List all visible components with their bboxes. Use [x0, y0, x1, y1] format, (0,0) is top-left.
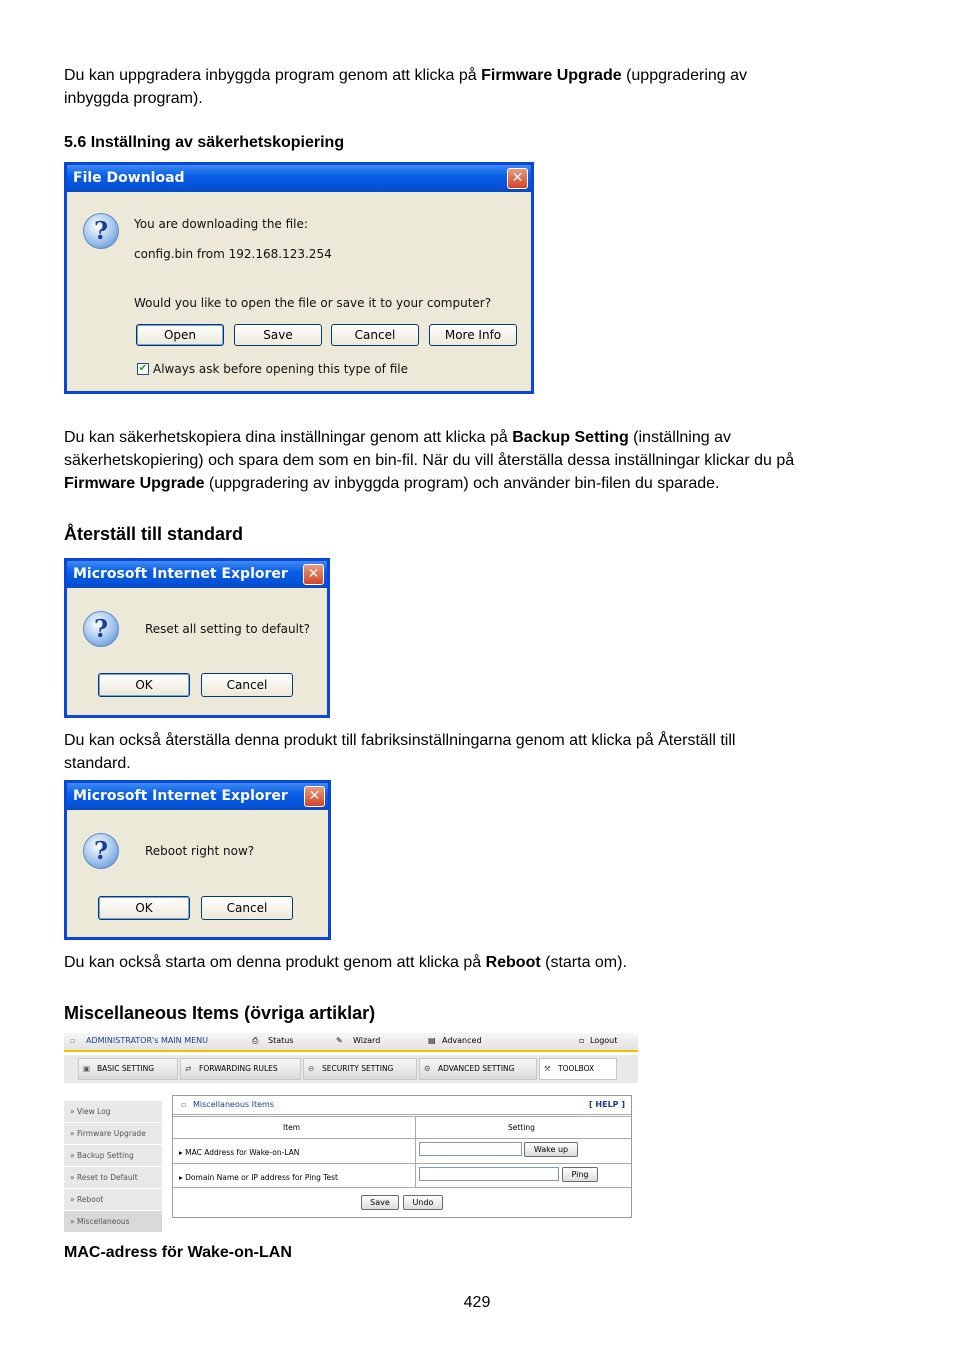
tab-label: SECURITY SETTING	[322, 1064, 394, 1073]
tab-security-setting[interactable]	[303, 1058, 417, 1080]
divider	[415, 1116, 416, 1187]
tab-label: TOOLBOX	[558, 1064, 595, 1073]
tab-basic-setting[interactable]	[78, 1058, 178, 1080]
open-button[interactable]: Open	[136, 324, 224, 346]
question-icon: ?	[83, 213, 119, 249]
dialog-title: File Download	[67, 165, 531, 192]
text: Du kan säkerhetskopiera dina inställningar genom att klicka på	[64, 429, 513, 446]
factory-reset-paragraph	[64, 729, 904, 775]
close-icon[interactable]: ✕	[304, 786, 325, 807]
text: Du kan också starta om denna produkt genom att klicka på	[64, 954, 486, 971]
square-icon: ▫	[181, 1100, 187, 1109]
tab-toolbox[interactable]	[539, 1058, 617, 1080]
page-number: 429	[463, 1294, 491, 1311]
toolbox-icon: ⚒	[544, 1064, 551, 1073]
logout-icon: ▫	[579, 1036, 585, 1045]
download-question: Would you like to open the file or save it to your computer?	[134, 296, 492, 310]
panel-title: Miscellaneous Items	[193, 1100, 275, 1109]
sidebar-label: View Log	[76, 1107, 111, 1116]
download-line-1: You are downloading the file:	[134, 217, 308, 231]
cancel-button[interactable]: Cancel	[201, 896, 293, 920]
download-line-2: config.bin from 192.168.123.254	[134, 247, 332, 261]
dialog-title: Microsoft Internet Explorer	[67, 561, 327, 588]
sidebar	[64, 1101, 162, 1233]
bold-term: Firmware Upgrade	[481, 67, 622, 84]
tab-label: BASIC SETTING	[97, 1064, 155, 1073]
ok-button[interactable]: OK	[98, 673, 190, 697]
save-button[interactable]: Save	[361, 1195, 399, 1210]
reboot-paragraph	[64, 951, 904, 974]
column-header-setting: Setting	[508, 1123, 535, 1132]
dialog-message: Reboot right now?	[145, 844, 255, 858]
advanced-link[interactable]: Advanced	[442, 1036, 482, 1045]
sidebar-item-miscellaneous[interactable]: » Miscellaneous	[64, 1211, 162, 1233]
section-heading: 5.6 Inställning av säkerhetskopiering	[64, 134, 345, 151]
ping-host-input[interactable]	[419, 1167, 559, 1181]
row-label: Domain Name or IP address for Ping Test	[185, 1173, 338, 1182]
divider	[173, 1163, 631, 1164]
router-admin-ui	[64, 1033, 638, 1238]
tab-forwarding-rules[interactable]	[180, 1058, 301, 1080]
text: inbyggda program).	[64, 90, 203, 107]
file-download-dialog	[64, 162, 534, 394]
row-label: MAC Address for Wake-on-LAN	[185, 1148, 300, 1157]
bold-term: Backup Setting	[512, 429, 629, 446]
cancel-button[interactable]: Cancel	[201, 673, 293, 697]
intro-paragraph	[64, 64, 904, 110]
sidebar-label: Firmware Upgrade	[76, 1129, 146, 1138]
tab-advanced-setting[interactable]	[419, 1058, 537, 1080]
misc-heading: Miscellaneous Items (övriga artiklar)	[64, 1003, 376, 1023]
sidebar-label: Reboot	[76, 1195, 104, 1204]
sidebar-label: Miscellaneous	[76, 1217, 130, 1226]
reboot-dialog	[64, 780, 331, 940]
help-link[interactable]: [ HELP ]	[588, 1100, 625, 1109]
misc-panel	[172, 1095, 632, 1218]
text: (inställning av	[628, 429, 731, 446]
bold-term: Reboot	[485, 954, 541, 971]
text: Du kan uppgradera inbyggda program genom att klicka på	[64, 67, 482, 84]
tab-label: FORWARDING RULES	[199, 1064, 278, 1073]
bold-term: Firmware Upgrade	[64, 475, 205, 492]
square-icon: ▫	[70, 1036, 76, 1045]
cancel-button[interactable]: Cancel	[331, 324, 419, 346]
mac-address-input[interactable]	[419, 1142, 522, 1156]
main-menu-link[interactable]: ADMINISTRATOR's MAIN MENU	[86, 1036, 208, 1045]
tab-bar	[64, 1055, 638, 1083]
sidebar-item-firmware-upgrade[interactable]: » Firmware Upgrade	[64, 1123, 162, 1145]
top-menu-bar	[64, 1033, 638, 1052]
sidebar-item-backup-setting[interactable]: » Backup Setting	[64, 1145, 162, 1167]
reset-dialog	[64, 558, 330, 718]
advanced-icon: ▤	[428, 1036, 436, 1045]
lock-icon: ⊖	[308, 1064, 315, 1073]
row-ping-label: ▸ Domain Name or IP address for Ping Test	[179, 1173, 338, 1182]
forward-icon: ⇄	[185, 1064, 192, 1073]
divider	[173, 1116, 631, 1117]
wizard-icon: ✎	[336, 1036, 343, 1045]
tab-label: ADVANCED SETTING	[438, 1064, 515, 1073]
save-button[interactable]: Save	[234, 324, 322, 346]
backup-paragraph	[64, 426, 904, 495]
undo-button[interactable]: Undo	[403, 1195, 443, 1210]
sidebar-item-reboot[interactable]: » Reboot	[64, 1189, 162, 1211]
question-icon: ?	[83, 833, 119, 869]
question-icon: ?	[83, 611, 119, 647]
column-header-item: Item	[283, 1123, 301, 1132]
sidebar-item-view-log[interactable]: » View Log	[64, 1101, 162, 1123]
always-ask-checkbox[interactable]: ✔	[138, 363, 148, 374]
text: (uppgradering av	[621, 67, 748, 84]
row-wol-label: ▸ MAC Address for Wake-on-LAN	[179, 1148, 300, 1157]
always-ask-label: Always ask before opening this type of file	[153, 362, 408, 376]
folder-icon: ▣	[83, 1064, 91, 1073]
ping-button[interactable]: Ping	[562, 1167, 598, 1182]
sidebar-label: Reset to Default	[76, 1173, 138, 1182]
text: standard.	[64, 755, 131, 772]
close-icon[interactable]: ✕	[507, 168, 528, 189]
wake-up-button[interactable]: Wake up	[524, 1142, 578, 1157]
divider	[173, 1187, 631, 1188]
sidebar-label: Backup Setting	[76, 1151, 134, 1160]
advanced-icon: ⚙	[424, 1064, 431, 1073]
status-link[interactable]: Status	[268, 1036, 294, 1045]
logout-link[interactable]: Logout	[590, 1036, 618, 1045]
text: Du kan också återställa denna produkt till fabriksinställningarna genom att klicka på Återställ till	[64, 732, 736, 749]
sidebar-item-reset-to-default[interactable]: » Reset to Default	[64, 1167, 162, 1189]
mac-heading: MAC-adress för Wake-on-LAN	[64, 1244, 292, 1261]
wizard-link[interactable]: Wizard	[353, 1036, 381, 1045]
text: (starta om).	[540, 954, 627, 971]
dialog-message: Reset all setting to default?	[145, 622, 311, 636]
text: säkerhetskopiering) och spara dem som en bin-fil. När du vill återställa dessa inställningar klickar du på	[64, 452, 795, 469]
dialog-title: Microsoft Internet Explorer	[67, 783, 328, 810]
panel-header	[173, 1096, 631, 1115]
ok-button[interactable]: OK	[98, 896, 190, 920]
status-icon: ⎙	[252, 1036, 259, 1045]
close-icon[interactable]: ✕	[303, 564, 324, 585]
reset-heading: Återställ till standard	[64, 524, 244, 544]
text: (uppgradering av inbyggda program) och använder bin-filen du sparade.	[204, 475, 720, 492]
more-info-button[interactable]: More Info	[429, 324, 517, 346]
divider	[173, 1138, 631, 1139]
